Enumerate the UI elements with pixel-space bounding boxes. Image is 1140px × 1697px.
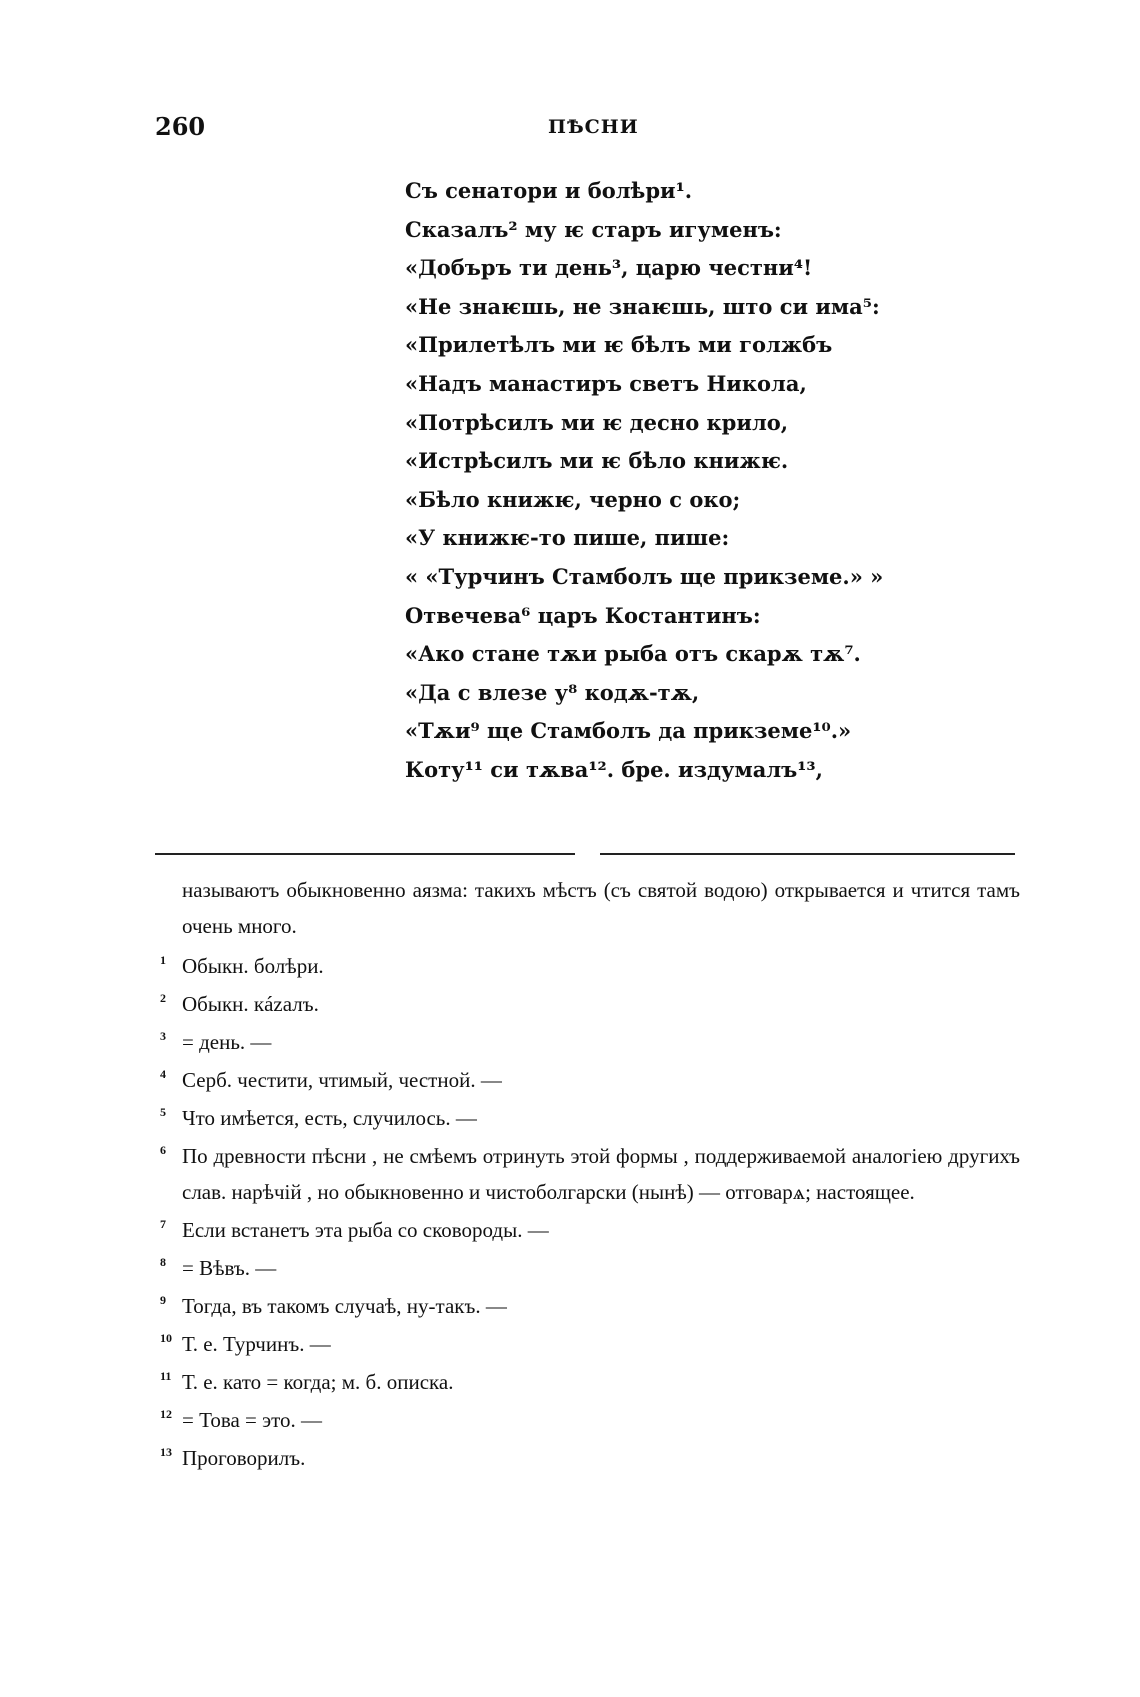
footnote bbox=[160, 1100, 1020, 1136]
footnote-number: 6 bbox=[160, 1143, 166, 1157]
footnote-text: Серб. честити, чтимый, честной. — bbox=[182, 1068, 502, 1092]
footnote bbox=[160, 948, 1020, 984]
footnote bbox=[160, 1440, 1020, 1476]
footnotes bbox=[160, 872, 1020, 1478]
footnote bbox=[160, 1138, 1020, 1210]
footnote-text: Проговорилъ. bbox=[182, 1446, 306, 1470]
footnote bbox=[160, 1402, 1020, 1438]
footnote-continuation: называютъ обыкновенно аязма: такихъ мѣстъ (съ святой водою) открывается и чтится тамъ очень много. bbox=[182, 878, 1020, 938]
verse-line: «Потрѣсилъ ми ѥ десно крило, bbox=[405, 409, 789, 435]
footnote bbox=[160, 1364, 1020, 1400]
verse-line: «Бѣло книжѥ, черно с око; bbox=[405, 486, 741, 512]
verse-block bbox=[405, 172, 965, 790]
verse-line: «Не знаѥшь, не знаѥшь, што си има⁵: bbox=[405, 293, 880, 319]
footnote bbox=[160, 986, 1020, 1022]
footnote-number: 2 bbox=[160, 991, 166, 1005]
footnote bbox=[160, 1062, 1020, 1098]
footnote-text: Т. е. Турчинъ. — bbox=[182, 1332, 331, 1356]
footnote-number: 10 bbox=[160, 1331, 172, 1345]
footnote-number: 7 bbox=[160, 1217, 166, 1231]
verse-line: Отвечева⁶ царъ Костантинъ: bbox=[405, 602, 761, 628]
footnote-text: Если встанетъ эта рыба со сковороды. — bbox=[182, 1218, 549, 1242]
footnote-number: 9 bbox=[160, 1293, 166, 1307]
verse-line: Съ сенатори и болѣри¹. bbox=[405, 178, 693, 203]
footnote-text: = день. — bbox=[182, 1030, 272, 1054]
verse-line: «Ако стане тѫи рыба отъ скарѫ тѫ⁷. bbox=[405, 641, 861, 667]
footnote-text: = Това = это. — bbox=[182, 1408, 323, 1432]
running-head: ПѢСНИ bbox=[548, 116, 639, 138]
footnote bbox=[160, 1250, 1020, 1286]
footnote-text: Тогда, въ такомъ случаѣ, ну-такъ. — bbox=[182, 1294, 507, 1318]
footnote-divider-right bbox=[600, 853, 1015, 855]
verse-line: «Добъръ ти день³, царю честни⁴! bbox=[405, 255, 813, 281]
footnote-text: Обыкн. болѣри. bbox=[182, 954, 324, 978]
footnote-number: 4 bbox=[160, 1067, 166, 1081]
footnote bbox=[160, 1326, 1020, 1362]
verse-line: «Да с влезе у⁸ кодѫ-тѫ, bbox=[405, 679, 700, 705]
footnote-number: 12 bbox=[160, 1407, 172, 1421]
footnote-number: 3 bbox=[160, 1029, 166, 1043]
footnote-text: По древности пѣсни , не смѣемъ отринуть этой формы , поддерживаемой аналогiею другихъ слав. нарѣчiй , но обыкновенно и чистоболгарски (нынѣ) — отговарѧ; настоящее. bbox=[182, 1144, 1020, 1204]
verse-line: «Прилетѣлъ ми ѥ бѣлъ ми голжбъ bbox=[405, 332, 833, 358]
footnote-number: 8 bbox=[160, 1255, 166, 1269]
footnote-number: 5 bbox=[160, 1105, 166, 1119]
footnote bbox=[160, 1288, 1020, 1324]
page-number: 260 bbox=[155, 112, 206, 141]
footnote-text: Т. е. като = когда; м. б. описка. bbox=[182, 1370, 454, 1394]
footnote-number: 1 bbox=[160, 953, 166, 967]
footnote-text: Обыкн. кázалъ. bbox=[182, 992, 319, 1016]
verse-line: «Тѫи⁹ ще Стамболъ да прикземе¹⁰.» bbox=[405, 718, 852, 744]
footnote bbox=[160, 1212, 1020, 1248]
footnote-text: = Вѣвъ. — bbox=[182, 1256, 277, 1280]
verse-line: «У книжѥ-то пише, пише: bbox=[405, 525, 730, 551]
footnote-text: Что имѣется, есть, случилось. — bbox=[182, 1106, 477, 1130]
verse-line: «Истрѣсилъ ми ѥ бѣло книжѥ. bbox=[405, 448, 789, 474]
verse-line: Коту¹¹ си тѫва¹². бре. издумалъ¹³, bbox=[405, 756, 823, 782]
footnote bbox=[160, 1024, 1020, 1060]
verse-line: « «Турчинъ Стамболъ ще прикземе.» » bbox=[405, 563, 884, 589]
verse-line: Сказалъ² му ѥ старъ игуменъ: bbox=[405, 216, 782, 242]
footnote-divider-left bbox=[155, 853, 575, 855]
footnote-number: 13 bbox=[160, 1445, 172, 1459]
footnote-number: 11 bbox=[160, 1369, 172, 1383]
verse-line: «Надъ манастиръ светъ Никола, bbox=[405, 370, 807, 396]
